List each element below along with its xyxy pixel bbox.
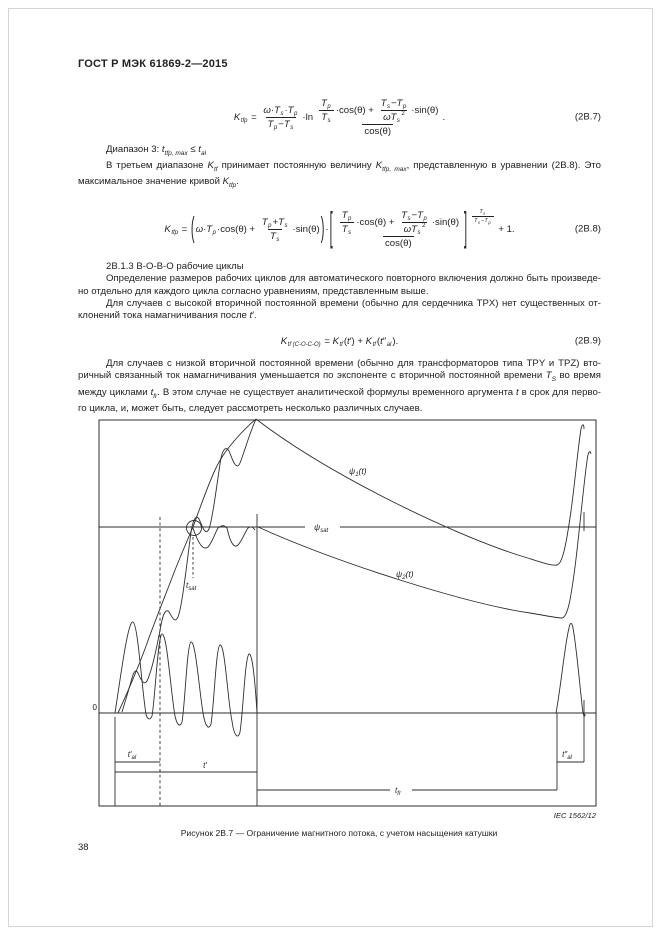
current-pulse <box>556 624 585 717</box>
text-line: Диапазон 3: $t_{tfp, max} \le t_{al}$ <box>106 144 207 157</box>
math-token: s <box>348 229 352 236</box>
math-token: T <box>278 216 284 228</box>
math-token: p <box>273 124 278 131</box>
math-token: + 1. <box>495 223 515 235</box>
math-token: T <box>341 209 348 221</box>
math-token: + <box>272 216 279 228</box>
math-token: s <box>483 211 486 216</box>
math-token: s <box>276 236 280 243</box>
text-line: го цикла, и, может быть, следует рассмотреть несколько различных случаев. <box>78 402 423 414</box>
math-token <box>340 210 355 222</box>
math-token: · <box>325 223 329 235</box>
math-token: K <box>280 335 288 347</box>
math-token: ″ <box>382 335 387 347</box>
math-token: T <box>206 223 213 235</box>
math-token: K <box>164 223 171 235</box>
t2al-label: $t''_{al}$ <box>562 750 572 761</box>
math-token: s <box>396 117 400 124</box>
math-token: T <box>474 217 478 224</box>
math-token: T <box>380 97 387 109</box>
math-token: ω <box>383 111 391 123</box>
math-token: s <box>478 220 481 225</box>
math-token <box>381 110 407 123</box>
iec-reference: IEC 1562/12 <box>553 811 596 820</box>
equation-number-2b9: (2В.9) <box>574 335 601 347</box>
math-token: − <box>481 217 485 224</box>
page-header: ГОСТ Р МЭК 61869-2—2015 <box>78 58 228 70</box>
text-line: между циклами $t_{fr}$. В этом случае не существует аналитической формулы временного аргумента t в срок для перво- <box>78 386 601 400</box>
math-token: T <box>401 209 408 221</box>
math-token: 2 <box>401 110 405 117</box>
math-token: tf <box>339 341 343 348</box>
math-token: K <box>332 335 339 347</box>
math-token: s <box>327 117 331 124</box>
math-fraction <box>472 209 494 224</box>
math-token: al <box>386 341 392 348</box>
math-token: s <box>280 110 284 117</box>
math-token: · <box>284 104 288 116</box>
formula-2b9 <box>281 336 399 347</box>
math-token: T <box>390 111 397 123</box>
math-token: t <box>380 335 383 347</box>
math-token: T <box>269 230 276 242</box>
math-token: T <box>274 104 280 116</box>
math-token: 2 <box>422 222 426 229</box>
text-line: максимальное значение кривой $K_{tfp}$. <box>78 176 239 190</box>
text-block <box>78 261 601 322</box>
math-token: · <box>270 104 275 116</box>
text-line: Для случаев с низкой вторичной постоянной времени (обычно для трансформаторов типа TPY и TPZ) вто- <box>106 358 601 369</box>
math-token <box>319 98 334 110</box>
math-token: ( <box>376 335 381 347</box>
equation-number-2b7: (2В.7) <box>574 111 601 123</box>
math-token: T <box>261 216 268 228</box>
text-block <box>78 358 601 415</box>
math-token <box>261 105 300 117</box>
t1-label: t′ <box>203 761 207 770</box>
math-token <box>336 210 461 236</box>
math-token: p <box>327 103 331 110</box>
math-delimiter: ) <box>320 213 325 245</box>
text-line: но отдельно для каждого цикла согласно уравнениям, представленным выше. <box>78 285 429 297</box>
current-waveform <box>115 622 257 736</box>
psi1-curve <box>256 419 584 565</box>
math-token: tf <box>372 341 376 348</box>
math-token: p <box>268 222 272 229</box>
flux-ripple-curve <box>122 419 256 712</box>
math-token: ). <box>392 335 399 347</box>
math-token: T <box>267 118 274 130</box>
math-token: ′ <box>349 335 352 347</box>
psi1-label: $\psi_1(t)$ <box>349 466 367 478</box>
math-token <box>334 210 463 249</box>
math-token: − <box>390 97 397 109</box>
math-fraction <box>315 98 440 137</box>
math-token: = <box>248 111 260 123</box>
math-token: p <box>212 229 216 236</box>
math-token: K <box>233 111 241 123</box>
math-fraction <box>379 98 410 123</box>
text-line: клонений тока намагничивания после t′. <box>78 310 257 322</box>
math-token: T <box>417 209 423 221</box>
figure-2b7 <box>78 414 602 822</box>
math-token: s <box>290 124 294 131</box>
text-line: Определение размеров рабочих циклов для автоматического повторного включения должно быть произведе- <box>106 273 601 285</box>
math-token: tfp <box>171 229 178 236</box>
math-token: s <box>407 215 411 222</box>
math-token <box>362 124 393 137</box>
psi-sat-label: $\psi_{sat}$ <box>314 522 329 534</box>
formula-2b7 <box>234 98 445 137</box>
math-token: = <box>178 223 190 235</box>
math-token: ω <box>195 223 204 235</box>
math-token: − <box>411 209 418 221</box>
math-fraction <box>340 210 355 235</box>
math-token <box>260 217 291 229</box>
t-sat-label: $t_{sat}$ <box>186 581 197 592</box>
math-token: ·cos(θ) + <box>356 216 398 228</box>
math-token: p <box>402 103 407 110</box>
page-number: 38 <box>78 842 89 853</box>
equation-2b7-row <box>78 88 601 146</box>
text-line: ричный связанный ток намагничивания уменьшается по экспоненте с вторичной постоянной времени $T_S$ во время <box>78 370 602 384</box>
math-fraction <box>399 210 430 235</box>
math-token: cos(θ) <box>385 237 412 249</box>
math-token: ·ln <box>302 111 314 123</box>
math-token: = <box>321 335 333 347</box>
math-token: s <box>284 222 288 229</box>
math-token: T <box>321 111 328 123</box>
math-token <box>319 110 333 123</box>
math-token <box>196 217 320 242</box>
math-token: T <box>287 104 294 116</box>
math-token <box>399 210 430 222</box>
figure-caption: Рисунок 2В.7 — Ограничение магнитного потока, с учетом насыщения катушки <box>180 828 498 838</box>
math-token: p <box>488 220 491 225</box>
math-token: ·sin(θ) <box>292 223 320 235</box>
math-token <box>472 216 494 224</box>
math-token: T <box>283 118 290 130</box>
math-delimiter: ( <box>190 213 195 245</box>
math-token: s <box>386 103 390 110</box>
math-token <box>402 222 428 235</box>
math-token: s <box>417 229 421 236</box>
math-token <box>383 236 414 249</box>
text-line: Для случаев с высокой вторичной постоянной времени (обычно для сердечника TPX) нет существенных от- <box>106 297 601 309</box>
math-token: T <box>341 223 348 235</box>
math-token: T <box>411 223 417 235</box>
text-block <box>78 144 601 193</box>
math-token: ) + <box>351 335 366 347</box>
equation-2b9-row <box>78 331 601 351</box>
math-token: tfp <box>240 117 248 124</box>
math-token: T <box>484 217 488 224</box>
math-token: T <box>396 97 403 109</box>
math-token: T <box>479 208 483 215</box>
psi2-label: $\psi_2(t)$ <box>396 569 414 581</box>
tfr-label: $t_{fr}$ <box>395 786 401 797</box>
math-token: ·cos(θ) + <box>217 223 258 235</box>
math-fraction <box>336 210 461 249</box>
text-line: В третьем диапазоне $K_{tf}$ принимает постоянную величину $K_{tfp, max}$, представленную в уравнении (2В.8). Это <box>106 160 601 174</box>
math-delimiter: ] <box>464 207 468 251</box>
text-line: 2В.1.3 В-О-В-О рабочие циклы <box>106 261 244 272</box>
math-delimiter: [ <box>329 207 333 251</box>
math-token <box>315 98 440 124</box>
math-token: ·sin(θ) <box>411 104 439 116</box>
math-token: cos(θ) <box>364 125 392 137</box>
math-token: − <box>278 118 284 130</box>
math-token <box>266 117 297 130</box>
t1al-label: $t'_{al}$ <box>127 750 137 761</box>
math-token: p <box>348 215 352 222</box>
math-token: · <box>203 223 207 235</box>
math-token: tf (С-О-С-О) <box>287 341 321 348</box>
zero-label: 0 <box>92 703 97 712</box>
math-token <box>340 222 354 235</box>
formula-2b8 <box>164 207 515 251</box>
flux-saturated-curve <box>193 526 255 548</box>
math-token: K <box>365 335 373 347</box>
math-exponent <box>470 205 496 224</box>
math-token: ·sin(θ) <box>431 216 460 228</box>
math-token: ω <box>263 104 271 116</box>
math-token: ω <box>403 223 412 235</box>
equation-number-2b8: (2В.8) <box>574 223 601 235</box>
psi2-curve <box>258 452 591 618</box>
math-token <box>268 229 282 242</box>
saturation-point-marker <box>187 521 202 536</box>
math-token: . <box>442 111 446 123</box>
math-token: p <box>423 215 427 222</box>
math-token <box>379 98 410 110</box>
math-token <box>329 207 496 251</box>
math-token: ( <box>343 335 348 347</box>
math-token: ·cos(θ) + <box>335 104 377 116</box>
math-token <box>477 209 488 216</box>
math-token: p <box>294 110 298 117</box>
equation-2b8-row <box>78 197 601 261</box>
math-token: T <box>321 97 327 109</box>
math-token: t <box>347 335 350 347</box>
math-fraction <box>261 105 300 130</box>
math-fraction <box>260 217 291 242</box>
math-fraction <box>319 98 334 123</box>
